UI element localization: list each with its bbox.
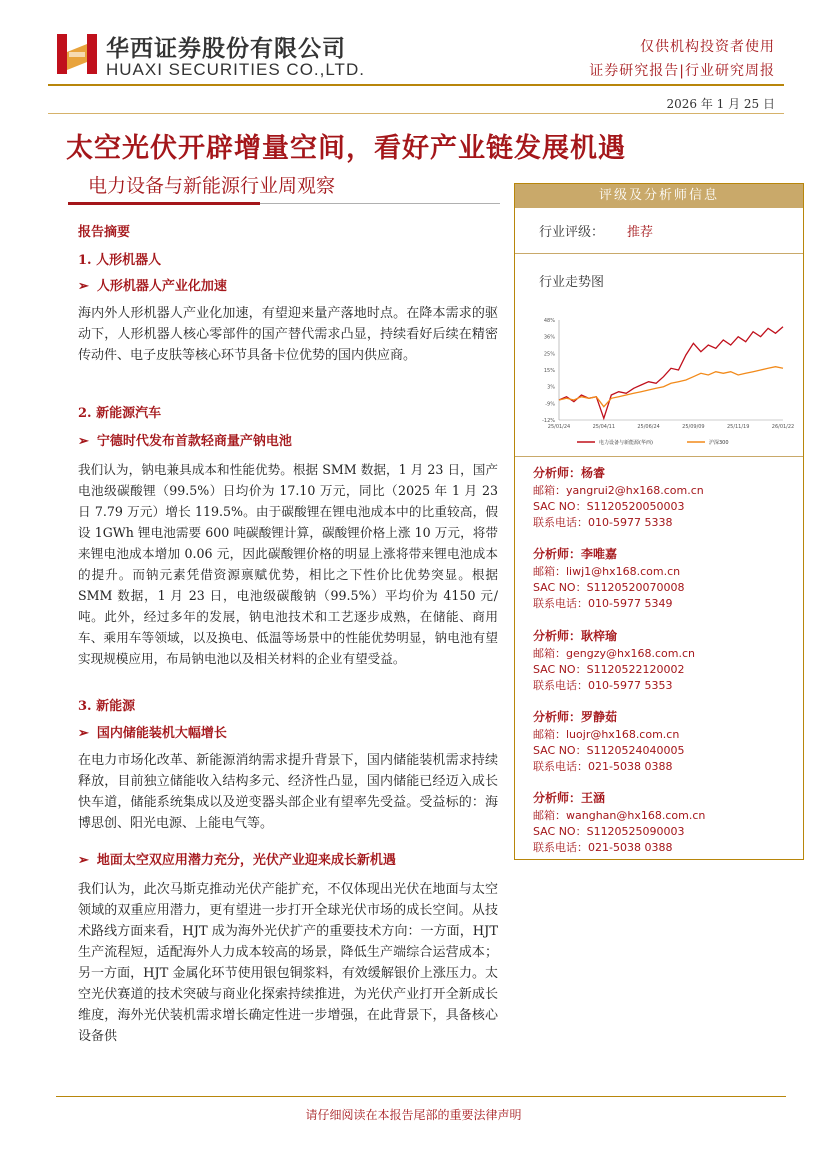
x-tick-label: 25/09/09 bbox=[682, 424, 705, 430]
arrow-icon: ➢ bbox=[78, 279, 89, 294]
analyst-card bbox=[533, 545, 793, 611]
footer-divider bbox=[56, 1096, 786, 1097]
series-line bbox=[559, 367, 783, 407]
date-divider bbox=[48, 113, 784, 114]
huaxi-logo-icon bbox=[55, 32, 99, 76]
analyst-sac: SAC NO：S1120520050003 bbox=[533, 500, 685, 513]
y-tick-label: 36% bbox=[543, 334, 555, 341]
analyst-sac: SAC NO：S1120522120002 bbox=[533, 663, 685, 676]
analyst-info-panel bbox=[514, 183, 804, 860]
section-subheading: ➢ 地面太空双应用潜力充分，光伏产业迎来成长新机遇 bbox=[78, 853, 396, 868]
analyst-card bbox=[533, 789, 793, 855]
analyst-phone: 联系电话：021-5038 0388 bbox=[533, 760, 673, 773]
analyst-email[interactable]: 邮箱：luojr@hx168.com.cn bbox=[533, 728, 680, 741]
arrow-icon: ➢ bbox=[78, 853, 89, 868]
section-subheading: ➢ 国内储能装机大幅增长 bbox=[78, 726, 227, 741]
summary-heading: 报告摘要 bbox=[78, 225, 131, 240]
section-paragraph: 海内外人形机器人产业化加速，有望迎来量产落地时点。在降本需求的驱动下，人形机器人核心零部件的国产替代需求凸显，持续看好后续在精密传动件、电子皮肤等核心环节具备卡位优势的国内供应商。 bbox=[78, 306, 498, 363]
panel-heading: 评级及分析师信息 bbox=[515, 184, 803, 208]
analyst-phone: 联系电话：010-5977 5349 bbox=[533, 597, 673, 610]
trend-chart bbox=[531, 312, 795, 452]
y-tick-label: 48% bbox=[543, 318, 555, 324]
section-subheading: ➢ 人形机器人产业化加速 bbox=[78, 279, 227, 294]
report-date: 2026 年 1 月 25 日 bbox=[666, 97, 775, 111]
analyst-phone: 联系电话：021-5038 0388 bbox=[533, 841, 673, 854]
analyst-sac: SAC NO：S1120520070008 bbox=[533, 581, 685, 594]
analyst-card bbox=[533, 708, 793, 774]
x-tick-label: 25/11/19 bbox=[726, 424, 750, 430]
y-tick-label: 15% bbox=[543, 368, 555, 374]
company-name-en: HUAXI SECURITIES CO.,LTD. bbox=[106, 60, 365, 79]
analyst-card bbox=[533, 464, 793, 530]
report-subtitle: 电力设备与新能源行业周观察 bbox=[88, 175, 336, 197]
analyst-sac: SAC NO：S1120525090003 bbox=[533, 825, 685, 838]
analyst-email[interactable]: 邮箱：wanghan@hx168.com.cn bbox=[533, 809, 706, 822]
section-paragraph: 我们认为，此次马斯克推动光伏产能扩充，不仅体现出光伏在地面与太空领域的双重应用潜力，更有望进一步打开全球光伏市场的成长空间。从技术路线方面来看，HJT 成为海外光伏扩产的重要技术方向：一方面，HJT 生产流程短，适配海外人力成本较高的场景，降低生产端综合运营成本；另一方面，HJT 金属化环节使用银包铜浆料，有效缓解银价上涨压力。太空光伏赛道的技术突破与商业化探索持续推进，为光伏产业打开全新成长维度，海外光伏装机需求增长确定性进一步增强，在此背景下，具备核心设备供 bbox=[78, 882, 498, 1044]
arrow-icon: ➢ bbox=[78, 434, 89, 449]
analyst-name: 分析师：杨睿 bbox=[533, 466, 606, 480]
y-tick-label: -9% bbox=[545, 401, 555, 408]
company-name-cn: 华西证券股份有限公司 bbox=[106, 35, 346, 62]
analyst-email[interactable]: 邮箱：liwj1@hx168.com.cn bbox=[533, 565, 681, 578]
analyst-name: 分析师：王涵 bbox=[533, 791, 606, 805]
y-tick-label: -12% bbox=[542, 418, 555, 424]
legend-label: 电力设备与新能源(华西) bbox=[599, 440, 653, 446]
legal-disclaimer: 请仔细阅读在本报告尾部的重要法律声明 bbox=[305, 1108, 522, 1122]
rating-value: 推荐 bbox=[627, 225, 654, 240]
section-paragraph: 我们认为，钠电兼具成本和性能优势。根据 SMM 数据，1 月 23 日，国产电池级碳酸锂（99.5%）日均价为 17.10 万元，同比（2025 年 1 月 23 日 7.79 万元）增长 119.5%。由于碳酸锂在锂电池成本中的比重较高，假设 1GWh 锂电池需要 600 吨碳酸锂计算，碳酸锂价格上涨 10 万元，将带来锂电池成本增加 0.06 元，因此碳酸锂价格的明显上涨将带来锂电池成本的提升。而钠元素凭借资源禀赋优势，相比之下性价比优势突显。根据 SMM 数据，1 月 23 日，电池级碳酸钠（99.5%）平均价为 4150 元/吨。此外，经过多年的发展，钠电池技术和工艺逐步成熟，在储能、商用车、乘用车等领域，以及换电、低温等场景中的性能优势明显，钠电池有望实现规模应用，布局钠电池以及相关材料的企业有望受益。 bbox=[78, 462, 498, 666]
legend-label: 沪深300 bbox=[709, 440, 729, 446]
section-heading: 3. 新能源 bbox=[78, 699, 136, 714]
y-tick-label: 3% bbox=[547, 384, 555, 391]
section-heading: 1. 人形机器人 bbox=[78, 253, 162, 268]
audience-note: 仅供机构投资者使用 bbox=[640, 39, 775, 55]
x-tick-label: 25/04/11 bbox=[592, 424, 616, 430]
section-heading: 2. 新能源汽车 bbox=[78, 406, 162, 421]
subtitle-underline bbox=[68, 202, 260, 205]
arrow-icon: ➢ bbox=[78, 726, 89, 741]
panel-divider bbox=[515, 253, 803, 254]
analyst-name: 分析师：李唯嘉 bbox=[533, 547, 618, 561]
rating-label: 行业评级： bbox=[539, 225, 605, 240]
analyst-phone: 联系电话：010-5977 5338 bbox=[533, 516, 673, 529]
analyst-email[interactable]: 邮箱：gengzy@hx168.com.cn bbox=[533, 647, 695, 660]
trend-chart-label: 行业走势图 bbox=[539, 275, 605, 290]
header-divider bbox=[48, 84, 784, 86]
subtitle-rule bbox=[260, 203, 500, 204]
report-title: 太空光伏开辟增量空间，看好产业链发展机遇 bbox=[66, 133, 626, 164]
analyst-name: 分析师：耿梓瑜 bbox=[533, 629, 618, 643]
panel-divider bbox=[515, 456, 803, 457]
x-tick-label: 25/06/24 bbox=[637, 424, 660, 430]
analyst-sac: SAC NO：S1120524040005 bbox=[533, 744, 685, 757]
x-tick-label: 25/01/24 bbox=[547, 424, 571, 430]
section-paragraph: 在电力市场化改革、新能源消纳需求提升背景下，国内储能装机需求持续释放，目前独立储能收入结构多元、经济性凸显，国内储能已经迈入成长快车道，储能系统集成以及逆变器头部企业有望率先受益。受益标的：海博思创、阳光电源、上能电气等。 bbox=[78, 753, 498, 831]
report-type: 证券研究报告|行业研究周报 bbox=[589, 63, 775, 79]
analyst-email[interactable]: 邮箱：yangrui2@hx168.com.cn bbox=[533, 484, 704, 497]
analyst-name: 分析师：罗静茹 bbox=[533, 710, 618, 724]
analyst-phone: 联系电话：010-5977 5353 bbox=[533, 679, 673, 692]
y-tick-label: 25% bbox=[543, 351, 555, 358]
section-subheading: ➢ 宁德时代发布首款轻商量产钠电池 bbox=[78, 434, 292, 449]
analyst-card bbox=[533, 627, 793, 693]
x-tick-label: 26/01/22 bbox=[771, 424, 795, 430]
